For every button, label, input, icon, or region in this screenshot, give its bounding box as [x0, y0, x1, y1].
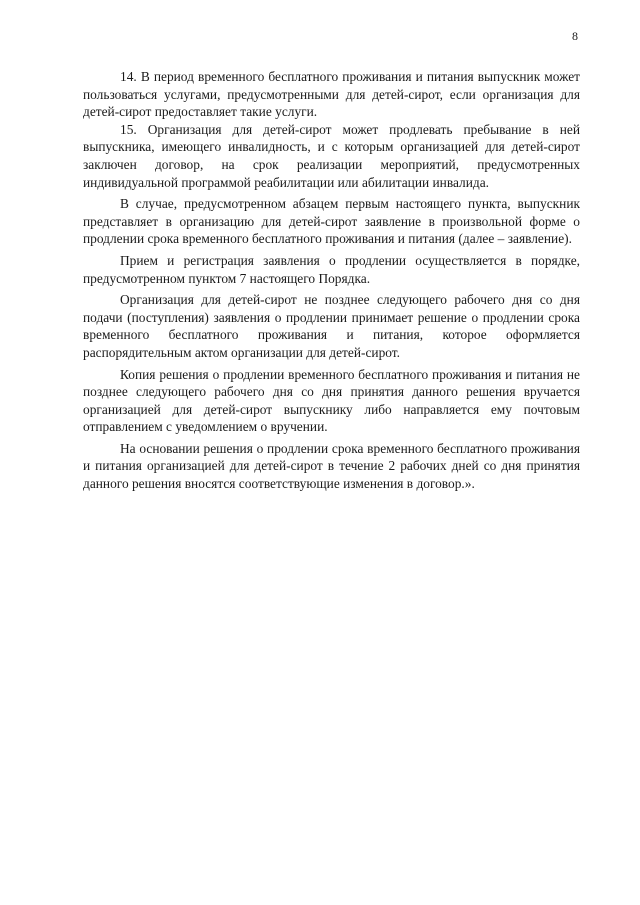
paragraph-application-registration: Прием и регистрация заявления о продлении осуществляется в порядке, предусмотренном пунктом 7 настоящего Порядка. [83, 252, 580, 286]
paragraph-extension-decision: Организация для детей-сирот не позднее следующего рабочего дня со дня подачи (поступления) заявления о продлении принимает решение о продлении срока временного бесплатного проживания и питания, которое оформляется распорядительным актом организации для детей-сирот. [83, 292, 580, 360]
paragraph-application-submission: В случае, предусмотренном абзацем первым настоящего пункта, выпускник представляет в организацию для детей-сирот заявление в произвольной форме о продлении срока временного бесплатного проживания и питания (далее – заявление). [83, 196, 580, 247]
page-number: 8 [572, 29, 578, 43]
document-body [83, 68, 580, 493]
paragraph-item-15: 15. Организация для детей-сирот может продлевать пребывание в ней выпускника, имеющего инвалидность, и с которым организацией для детей-сирот заключен договор, на срок реализации мероприятий, предусмотренных индивидуальной программой реабилитации или абилитации инвалида. [83, 121, 580, 190]
paragraph-decision-copy: Копия решения о продлении временного бесплатного проживания и питания не позднее следующего рабочего дня со дня принятия данного решения вручается организацией для детей-сирот выпускнику либо направляется ему почтовым отправлением с уведомлением о вручении. [83, 366, 580, 435]
paragraph-item-14: 14. В период временного бесплатного проживания и питания выпускник может пользоваться услугами, предусмотренными для детей-сирот, если организация для детей-сирот предоставляет такие услуги. [83, 69, 580, 120]
paragraph-contract-amendment: На основании решения о продлении срока временного бесплатного проживания и питания организацией для детей-сирот в течение 2 рабочих дней со дня принятия данного решения вносятся соответствующие изменения в договор.». [83, 440, 580, 492]
